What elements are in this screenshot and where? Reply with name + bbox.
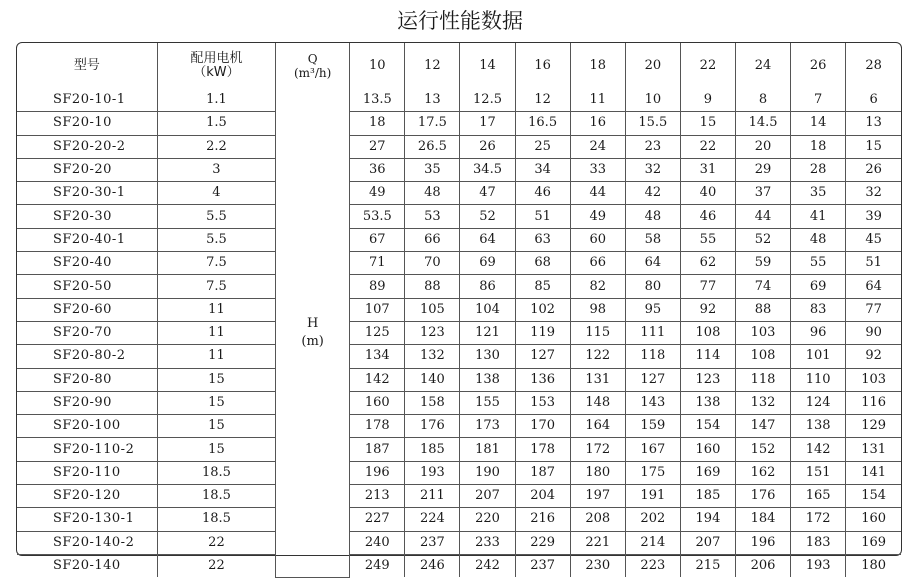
model-cell: SF20-20	[17, 158, 157, 181]
head-value-cell: 242	[460, 554, 515, 577]
table-row	[17, 182, 901, 205]
head-value-cell: 12	[515, 89, 570, 112]
table-row	[17, 485, 901, 508]
table-row	[17, 275, 901, 298]
head-value-cell: 154	[680, 415, 735, 438]
power-cell: 1.1	[157, 89, 275, 112]
head-value-cell: 14	[791, 112, 846, 135]
head-label-cell	[276, 89, 350, 577]
head-value-cell: 138	[791, 415, 846, 438]
header-model: 型号	[17, 43, 157, 89]
head-value-cell: 18	[350, 112, 405, 135]
head-value-cell: 44	[570, 182, 625, 205]
head-value-cell: 233	[460, 531, 515, 554]
head-value-cell: 134	[350, 345, 405, 368]
head-value-cell: 12.5	[460, 89, 515, 112]
head-value-cell: 6	[846, 89, 901, 112]
model-cell: SF20-20-2	[17, 135, 157, 158]
head-value-cell: 138	[680, 391, 735, 414]
power-cell: 18.5	[157, 485, 275, 508]
head-value-cell: 191	[625, 485, 680, 508]
power-cell: 7.5	[157, 252, 275, 275]
head-value-cell: 68	[515, 252, 570, 275]
head-value-cell: 176	[405, 415, 460, 438]
table-row	[17, 112, 901, 135]
head-value-cell: 138	[460, 368, 515, 391]
model-cell: SF20-140-2	[17, 531, 157, 554]
head-value-cell: 196	[736, 531, 791, 554]
head-value-cell: 155	[460, 391, 515, 414]
head-value-cell: 132	[405, 345, 460, 368]
head-value-cell: 215	[680, 554, 735, 577]
table-row	[17, 391, 901, 414]
power-cell: 5.5	[157, 228, 275, 251]
head-value-cell: 59	[736, 252, 791, 275]
head-value-cell: 131	[570, 368, 625, 391]
head-value-cell: 34.5	[460, 158, 515, 181]
head-value-cell: 58	[625, 228, 680, 251]
head-value-cell: 176	[736, 485, 791, 508]
head-value-cell: 49	[350, 182, 405, 205]
head-value-cell: 86	[460, 275, 515, 298]
head-value-cell: 148	[570, 391, 625, 414]
head-value-cell: 121	[460, 321, 515, 344]
head-value-cell: 114	[680, 345, 735, 368]
head-value-cell: 220	[460, 508, 515, 531]
model-cell: SF20-80	[17, 368, 157, 391]
table-row	[17, 228, 901, 251]
head-value-cell: 172	[570, 438, 625, 461]
head-value-cell: 32	[846, 182, 901, 205]
head-value-cell: 169	[846, 531, 901, 554]
head-value-cell: 60	[570, 228, 625, 251]
head-value-cell: 183	[791, 531, 846, 554]
power-cell: 5.5	[157, 205, 275, 228]
head-value-cell: 44	[736, 205, 791, 228]
head-value-cell: 178	[515, 438, 570, 461]
table-row	[17, 508, 901, 531]
head-value-cell: 229	[515, 531, 570, 554]
head-value-cell: 108	[736, 345, 791, 368]
head-value-cell: 213	[350, 485, 405, 508]
head-value-cell: 62	[680, 252, 735, 275]
head-value-cell: 13.5	[350, 89, 405, 112]
head-value-cell: 129	[846, 415, 901, 438]
head-value-cell: 64	[846, 275, 901, 298]
header-row	[17, 43, 901, 89]
head-value-cell: 83	[791, 298, 846, 321]
head-value-cell: 42	[625, 182, 680, 205]
table-row	[17, 89, 901, 112]
header-power-label: 配用电机	[190, 51, 243, 66]
head-value-cell: 152	[736, 438, 791, 461]
head-value-cell: 237	[515, 554, 570, 577]
power-cell: 22	[157, 554, 275, 577]
power-cell: 15	[157, 391, 275, 414]
head-value-cell: 36	[350, 158, 405, 181]
header-flow	[276, 43, 350, 89]
model-cell: SF20-10-1	[17, 89, 157, 112]
power-cell: 11	[157, 321, 275, 344]
head-value-cell: 69	[791, 275, 846, 298]
head-value-cell: 66	[570, 252, 625, 275]
table-row	[17, 252, 901, 275]
power-cell: 4	[157, 182, 275, 205]
head-value-cell: 160	[680, 438, 735, 461]
head-value-cell: 104	[460, 298, 515, 321]
head-value-cell: 48	[405, 182, 460, 205]
power-cell: 11	[157, 345, 275, 368]
head-label-unit: (m)	[301, 333, 324, 349]
head-value-cell: 142	[350, 368, 405, 391]
head-value-cell: 63	[515, 228, 570, 251]
head-value-cell: 207	[680, 531, 735, 554]
head-value-cell: 118	[736, 368, 791, 391]
model-cell: SF20-110-2	[17, 438, 157, 461]
head-value-cell: 131	[846, 438, 901, 461]
head-value-cell: 107	[350, 298, 405, 321]
power-cell: 15	[157, 368, 275, 391]
head-value-cell: 11	[570, 89, 625, 112]
table-row	[17, 461, 901, 484]
head-value-cell: 160	[350, 391, 405, 414]
head-value-cell: 224	[405, 508, 460, 531]
head-value-cell: 74	[736, 275, 791, 298]
head-value-cell: 33	[570, 158, 625, 181]
head-value-cell: 153	[515, 391, 570, 414]
head-value-cell: 77	[680, 275, 735, 298]
head-value-cell: 237	[405, 531, 460, 554]
header-flow-value: 16	[515, 43, 570, 89]
model-cell: SF20-50	[17, 275, 157, 298]
head-value-cell: 31	[680, 158, 735, 181]
head-value-cell: 202	[625, 508, 680, 531]
head-value-cell: 25	[515, 135, 570, 158]
header-flow-value: 22	[680, 43, 735, 89]
table-row	[17, 438, 901, 461]
head-value-cell: 159	[625, 415, 680, 438]
power-cell: 18.5	[157, 508, 275, 531]
power-cell: 7.5	[157, 275, 275, 298]
head-value-cell: 14.5	[736, 112, 791, 135]
head-value-cell: 142	[791, 438, 846, 461]
head-value-cell: 227	[350, 508, 405, 531]
model-cell: SF20-30	[17, 205, 157, 228]
head-value-cell: 111	[625, 321, 680, 344]
head-value-cell: 34	[515, 158, 570, 181]
header-power	[157, 43, 275, 89]
performance-table-frame	[16, 42, 902, 574]
model-cell: SF20-90	[17, 391, 157, 414]
model-cell: SF20-80-2	[17, 345, 157, 368]
model-cell: SF20-60	[17, 298, 157, 321]
head-value-cell: 26.5	[405, 135, 460, 158]
head-value-cell: 53	[405, 205, 460, 228]
head-value-cell: 197	[570, 485, 625, 508]
head-value-cell: 185	[405, 438, 460, 461]
head-value-cell: 67	[350, 228, 405, 251]
head-value-cell: 52	[460, 205, 515, 228]
model-cell: SF20-140	[17, 554, 157, 577]
head-value-cell: 15.5	[625, 112, 680, 135]
head-value-cell: 92	[846, 345, 901, 368]
head-value-cell: 230	[570, 554, 625, 577]
head-value-cell: 24	[570, 135, 625, 158]
head-value-cell: 35	[405, 158, 460, 181]
head-value-cell: 208	[570, 508, 625, 531]
header-flow-symbol: Q	[307, 52, 318, 66]
head-value-cell: 13	[405, 89, 460, 112]
head-value-cell: 9	[680, 89, 735, 112]
head-value-cell: 140	[405, 368, 460, 391]
model-cell: SF20-40	[17, 252, 157, 275]
head-value-cell: 55	[791, 252, 846, 275]
head-value-cell: 141	[846, 461, 901, 484]
head-value-cell: 249	[350, 554, 405, 577]
head-value-cell: 20	[736, 135, 791, 158]
head-value-cell: 110	[791, 368, 846, 391]
head-value-cell: 10	[625, 89, 680, 112]
head-value-cell: 29	[736, 158, 791, 181]
head-value-cell: 95	[625, 298, 680, 321]
table-row	[17, 368, 901, 391]
header-power-unit: （kW）	[193, 65, 240, 80]
head-value-cell: 88	[736, 298, 791, 321]
head-value-cell: 108	[680, 321, 735, 344]
head-value-cell: 26	[460, 135, 515, 158]
table-row	[17, 321, 901, 344]
power-cell: 3	[157, 158, 275, 181]
head-value-cell: 85	[515, 275, 570, 298]
head-value-cell: 184	[736, 508, 791, 531]
head-value-cell: 22	[680, 135, 735, 158]
header-flow-unit: (m³/h)	[293, 66, 332, 80]
performance-table	[17, 43, 901, 578]
header-flow-value: 26	[791, 43, 846, 89]
head-value-cell: 8	[736, 89, 791, 112]
head-value-cell: 16.5	[515, 112, 570, 135]
head-value-cell: 82	[570, 275, 625, 298]
head-value-cell: 39	[846, 205, 901, 228]
head-value-cell: 181	[460, 438, 515, 461]
head-value-cell: 49	[570, 205, 625, 228]
head-value-cell: 194	[680, 508, 735, 531]
head-value-cell: 23	[625, 135, 680, 158]
head-value-cell: 240	[350, 531, 405, 554]
head-value-cell: 45	[846, 228, 901, 251]
head-value-cell: 77	[846, 298, 901, 321]
head-value-cell: 132	[736, 391, 791, 414]
head-value-cell: 15	[680, 112, 735, 135]
head-value-cell: 102	[515, 298, 570, 321]
head-value-cell: 143	[625, 391, 680, 414]
head-value-cell: 122	[570, 345, 625, 368]
model-cell: SF20-130-1	[17, 508, 157, 531]
head-value-cell: 123	[405, 321, 460, 344]
head-value-cell: 70	[405, 252, 460, 275]
head-value-cell: 26	[846, 158, 901, 181]
head-value-cell: 165	[791, 485, 846, 508]
head-value-cell: 125	[350, 321, 405, 344]
head-value-cell: 41	[791, 205, 846, 228]
head-label-symbol: H	[306, 315, 319, 331]
header-flow-value: 24	[736, 43, 791, 89]
header-flow-value: 28	[846, 43, 901, 89]
head-value-cell: 101	[791, 345, 846, 368]
model-cell: SF20-40-1	[17, 228, 157, 251]
head-value-cell: 127	[515, 345, 570, 368]
model-cell: SF20-100	[17, 415, 157, 438]
head-value-cell: 123	[680, 368, 735, 391]
power-cell: 22	[157, 531, 275, 554]
head-value-cell: 178	[350, 415, 405, 438]
model-cell: SF20-30-1	[17, 182, 157, 205]
model-cell: SF20-70	[17, 321, 157, 344]
head-value-cell: 103	[846, 368, 901, 391]
table-row	[17, 531, 901, 554]
head-value-cell: 89	[350, 275, 405, 298]
head-value-cell: 69	[460, 252, 515, 275]
head-value-cell: 17.5	[405, 112, 460, 135]
head-value-cell: 206	[736, 554, 791, 577]
head-value-cell: 246	[405, 554, 460, 577]
head-value-cell: 204	[515, 485, 570, 508]
table-row	[17, 554, 901, 577]
head-value-cell: 221	[570, 531, 625, 554]
head-value-cell: 53.5	[350, 205, 405, 228]
head-value-cell: 175	[625, 461, 680, 484]
head-value-cell: 66	[405, 228, 460, 251]
head-value-cell: 18	[791, 135, 846, 158]
head-value-cell: 214	[625, 531, 680, 554]
head-value-cell: 173	[460, 415, 515, 438]
head-value-cell: 37	[736, 182, 791, 205]
table-body	[17, 89, 901, 577]
head-value-cell: 154	[846, 485, 901, 508]
head-value-cell: 167	[625, 438, 680, 461]
head-value-cell: 170	[515, 415, 570, 438]
head-value-cell: 103	[736, 321, 791, 344]
table-row	[17, 345, 901, 368]
power-cell: 2.2	[157, 135, 275, 158]
head-value-cell: 151	[791, 461, 846, 484]
head-value-cell: 80	[625, 275, 680, 298]
head-value-cell: 40	[680, 182, 735, 205]
head-value-cell: 180	[570, 461, 625, 484]
head-value-cell: 118	[625, 345, 680, 368]
head-value-cell: 147	[736, 415, 791, 438]
header-flow-value: 20	[625, 43, 680, 89]
head-value-cell: 187	[515, 461, 570, 484]
table-row	[17, 135, 901, 158]
head-value-cell: 27	[350, 135, 405, 158]
head-value-cell: 130	[460, 345, 515, 368]
head-value-cell: 48	[791, 228, 846, 251]
head-value-cell: 51	[515, 205, 570, 228]
head-value-cell: 116	[846, 391, 901, 414]
table-row	[17, 158, 901, 181]
head-value-cell: 211	[405, 485, 460, 508]
head-value-cell: 190	[460, 461, 515, 484]
head-value-cell: 115	[570, 321, 625, 344]
head-value-cell: 216	[515, 508, 570, 531]
head-value-cell: 119	[515, 321, 570, 344]
head-value-cell: 64	[625, 252, 680, 275]
head-value-cell: 158	[405, 391, 460, 414]
page-title: 运行性能数据	[397, 9, 523, 33]
head-value-cell: 16	[570, 112, 625, 135]
head-value-cell: 160	[846, 508, 901, 531]
head-value-cell: 13	[846, 112, 901, 135]
head-value-cell: 52	[736, 228, 791, 251]
table-row	[17, 298, 901, 321]
head-value-cell: 35	[791, 182, 846, 205]
head-value-cell: 180	[846, 554, 901, 577]
head-value-cell: 193	[405, 461, 460, 484]
head-value-cell: 187	[350, 438, 405, 461]
head-value-cell: 15	[846, 135, 901, 158]
power-cell: 18.5	[157, 461, 275, 484]
head-value-cell: 55	[680, 228, 735, 251]
head-value-cell: 90	[846, 321, 901, 344]
model-cell: SF20-110	[17, 461, 157, 484]
head-value-cell: 223	[625, 554, 680, 577]
power-cell: 11	[157, 298, 275, 321]
table-row	[17, 415, 901, 438]
head-value-cell: 32	[625, 158, 680, 181]
head-value-cell: 124	[791, 391, 846, 414]
head-value-cell: 46	[680, 205, 735, 228]
header-flow-value: 18	[570, 43, 625, 89]
head-value-cell: 92	[680, 298, 735, 321]
head-value-cell: 51	[846, 252, 901, 275]
model-cell: SF20-10	[17, 112, 157, 135]
head-value-cell: 136	[515, 368, 570, 391]
head-value-cell: 196	[350, 461, 405, 484]
header-flow-value: 12	[405, 43, 460, 89]
head-value-cell: 164	[570, 415, 625, 438]
head-value-cell: 28	[791, 158, 846, 181]
power-cell: 1.5	[157, 112, 275, 135]
head-value-cell: 46	[515, 182, 570, 205]
head-value-cell: 96	[791, 321, 846, 344]
head-value-cell: 98	[570, 298, 625, 321]
head-value-cell: 162	[736, 461, 791, 484]
header-flow-value: 10	[350, 43, 405, 89]
head-value-cell: 169	[680, 461, 735, 484]
head-value-cell: 127	[625, 368, 680, 391]
head-value-cell: 47	[460, 182, 515, 205]
head-value-cell: 7	[791, 89, 846, 112]
head-value-cell: 185	[680, 485, 735, 508]
head-value-cell: 71	[350, 252, 405, 275]
head-value-cell: 17	[460, 112, 515, 135]
head-value-cell: 48	[625, 205, 680, 228]
power-cell: 15	[157, 415, 275, 438]
header-flow-value: 14	[460, 43, 515, 89]
head-value-cell: 64	[460, 228, 515, 251]
head-value-cell: 88	[405, 275, 460, 298]
head-value-cell: 172	[791, 508, 846, 531]
table-row	[17, 205, 901, 228]
head-value-cell: 105	[405, 298, 460, 321]
head-value-cell: 207	[460, 485, 515, 508]
power-cell: 15	[157, 438, 275, 461]
model-cell: SF20-120	[17, 485, 157, 508]
head-value-cell: 193	[791, 554, 846, 577]
